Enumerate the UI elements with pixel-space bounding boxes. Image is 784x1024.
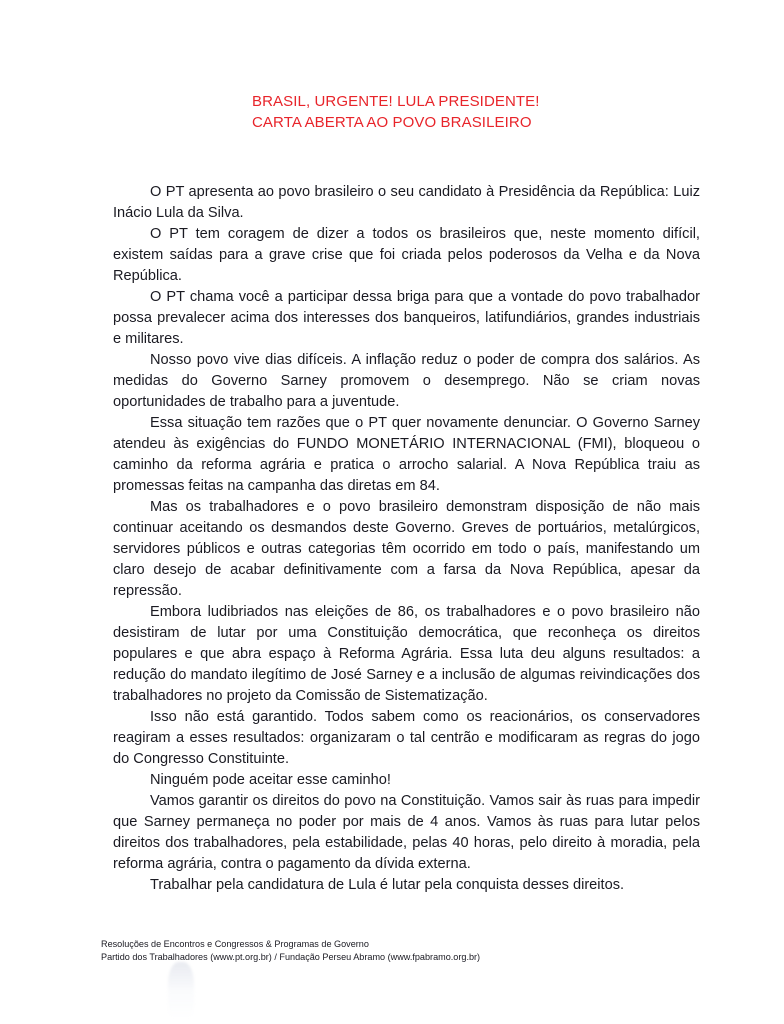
body-paragraph: O PT tem coragem de dizer a todos os brasileiros que, neste momento difícil, existem saídas para a grave crise que foi criada pelos poderosos da Velha e da Nova República. <box>113 226 700 284</box>
body-paragraph: O PT apresenta ao povo brasileiro o seu candidato à Presidência da República: Luiz Inácio Lula da Silva. <box>113 184 700 221</box>
page-footer <box>101 938 701 964</box>
page-title-line-1: BRASIL, URGENTE! LULA PRESIDENTE! <box>252 93 540 110</box>
body-paragraph: O PT chama você a participar dessa briga para que a vontade do povo trabalhador possa prevalecer acima dos interesses dos banqueiros, latifundiários, grandes industriais e militares. <box>113 289 700 347</box>
footer-line-publisher: Partido dos Trabalhadores (www.pt.org.br) / Fundação Perseu Abramo (www.fpabramo.org.br) <box>101 952 481 962</box>
document-body <box>113 182 700 896</box>
body-paragraph: Essa situação tem razões que o PT quer novamente denunciar. O Governo Sarney atendeu às exigências do FUNDO MONETÁRIO INTERNACIONAL (FMI), bloqueou o caminho da reforma agrária e pratica o arrocho salarial. A Nova República traiu as promessas feitas na campanha das diretas em 84. <box>113 415 700 494</box>
scan-artifact <box>168 962 194 1018</box>
footer-line-source: Resoluções de Encontros e Congressos & Programas de Governo <box>101 939 369 949</box>
body-paragraph: Isso não está garantido. Todos sabem como os reacionários, os conservadores reagiram a esses resultados: organizaram o tal centrão e modificaram as regras do jogo do Congresso Constituinte. <box>113 709 700 767</box>
body-paragraph: Trabalhar pela candidatura de Lula é lutar pela conquista desses direitos. <box>150 877 625 893</box>
body-paragraph: Embora ludibriados nas eleições de 86, os trabalhadores e o povo brasileiro não desistiram de lutar por uma Constituição democrática, que reconheça os direitos populares e que abra espaço à Reforma Agrária. Essa luta deu alguns resultados: a redução do mandato ilegítimo de José Sarney e a inclusão de algumas reivindicações dos trabalhadores no projeto da Comissão de Sistematização. <box>113 604 700 704</box>
body-paragraph: Mas os trabalhadores e o povo brasileiro demonstram disposição de não mais continuar aceitando os desmandos deste Governo. Greves de portuários, metalúrgicos, servidores públicos e outras categorias têm ocorrido em todo o país, manifestando um claro desejo de acabar definitivamente com a farsa da Nova República, apesar da repressão. <box>113 499 700 599</box>
page-title-line-2: CARTA ABERTA AO POVO BRASILEIRO <box>252 114 532 131</box>
body-paragraph: Nosso povo vive dias difíceis. A inflação reduz o poder de compra dos salários. As medidas do Governo Sarney promovem o desemprego. Não se criam novas oportunidades de trabalho para a juventude. <box>113 352 700 410</box>
body-paragraph: Ninguém pode aceitar esse caminho! <box>150 772 391 788</box>
page-title <box>252 91 712 133</box>
body-paragraph: Vamos garantir os direitos do povo na Constituição. Vamos sair às ruas para impedir que Sarney permaneça no poder por mais de 4 anos. Vamos às ruas para lutar pelos direitos dos trabalhadores, pela estabilidade, pelas 40 horas, pelo direito à moradia, pela reforma agrária, contra o pagamento da dívida externa. <box>113 793 700 872</box>
